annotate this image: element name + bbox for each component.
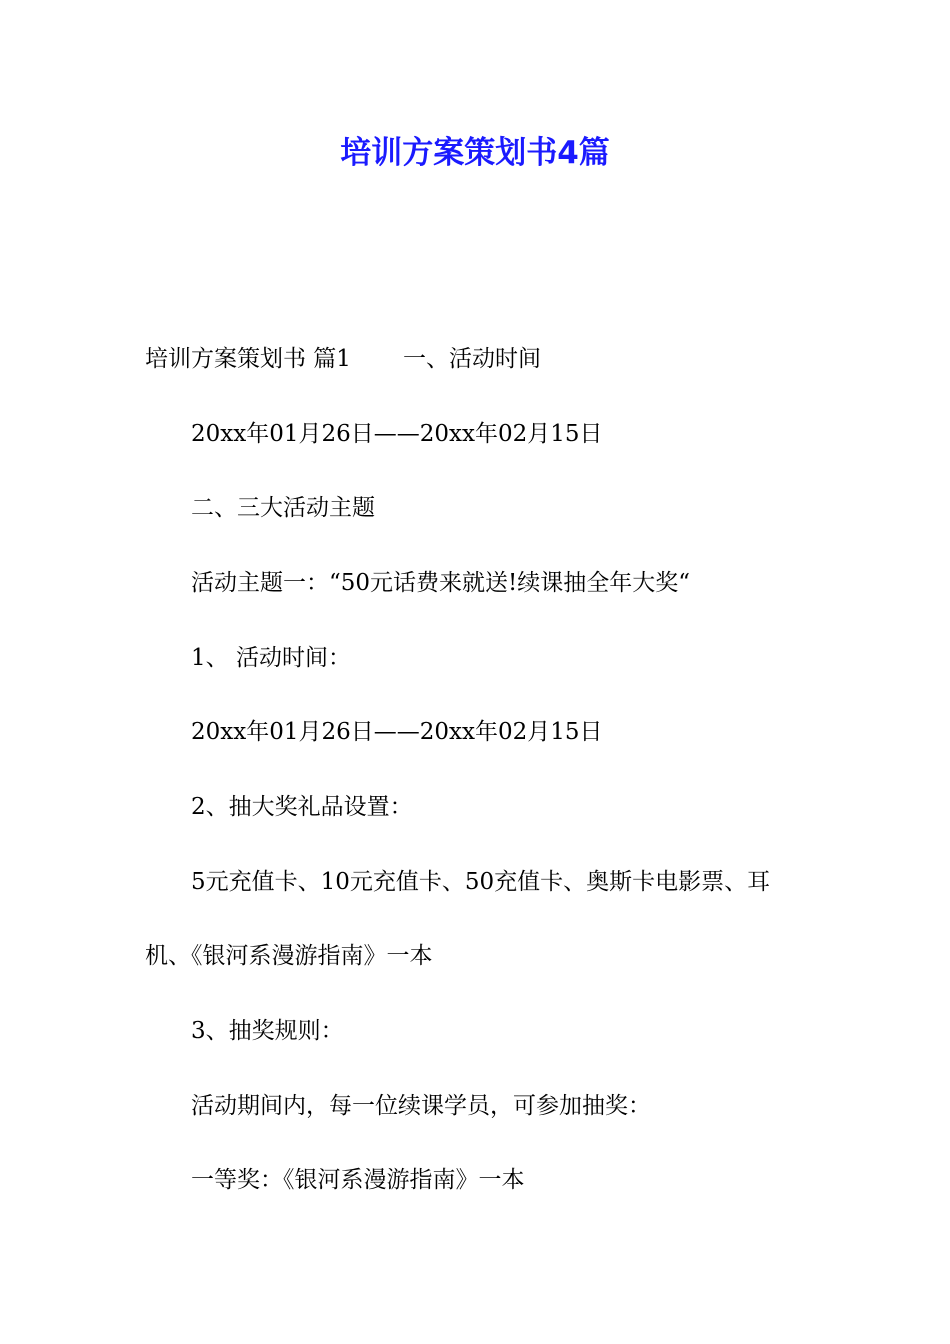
paragraph-line: 二、三大活动主题 [191,495,375,521]
section-label: 一、活动时间 [402,346,541,372]
paragraph-line: 5元充值卡、10元充值卡、50充值卡、奥斯卡电影票、耳 [191,869,771,895]
paragraph-line: 机、《银河系漫游指南》一本 [145,943,433,969]
paragraph-line: 3、抽奖规则： [191,1018,344,1044]
document-title: 培训方案策划书4篇 [340,135,610,171]
paragraph-line: 20xx年01月26日——20xx年02月15日 [191,421,603,447]
paragraph-line: 活动期间内，每一位续课学员，可参加抽奖： [191,1093,651,1119]
paragraph-line: 20xx年01月26日——20xx年02月15日 [191,719,603,745]
paragraph-line: 活动主题一：“50元话费来就送!续课抽全年大奖“ [191,570,691,596]
heading-line [145,344,541,374]
paragraph-line: 一等奖：《银河系漫游指南》一本 [191,1167,525,1193]
part-label: 培训方案策划书 篇1 [145,346,351,372]
paragraph-line: 1、 活动时间： [191,645,351,671]
paragraph-line: 2、抽大奖礼品设置： [191,794,413,820]
